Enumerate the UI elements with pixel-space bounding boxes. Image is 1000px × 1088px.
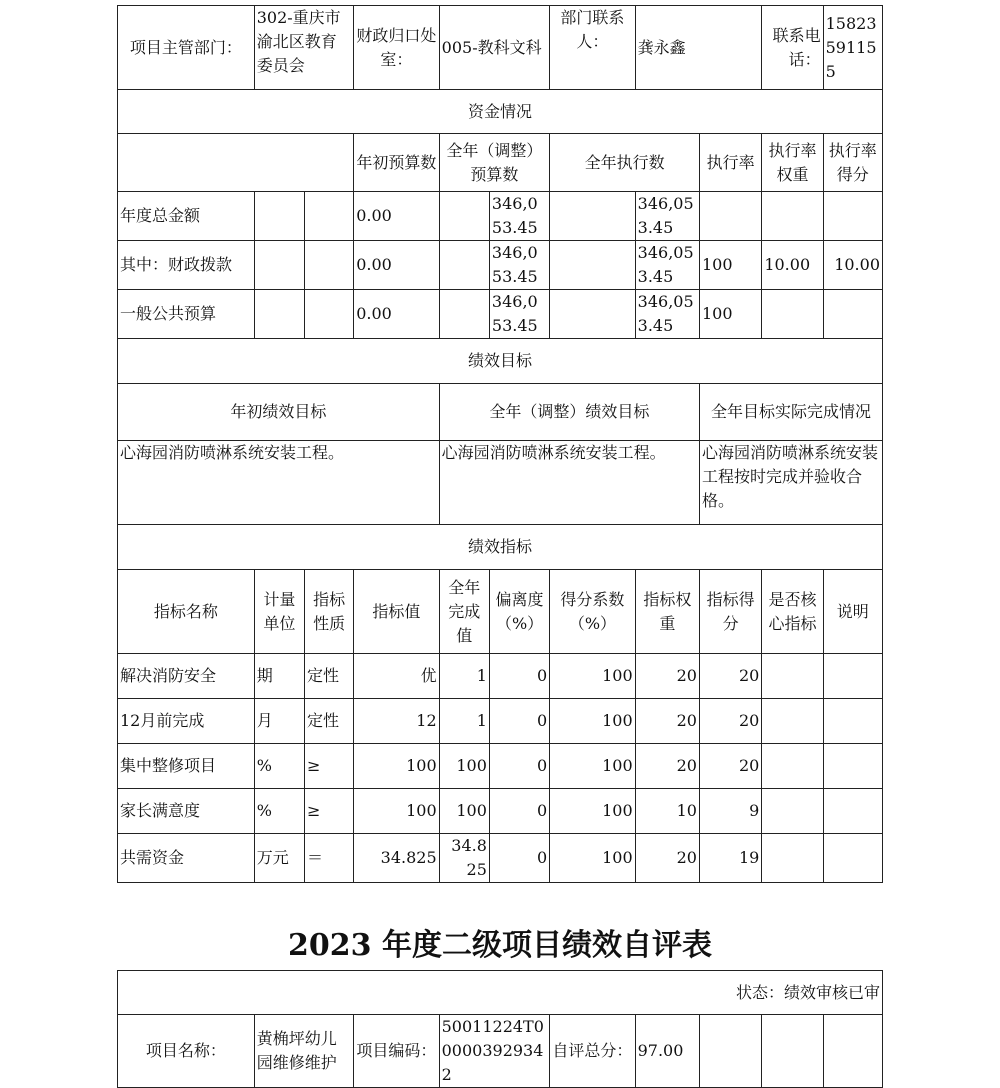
ind-nature: ≥ bbox=[304, 744, 353, 789]
performance-table bbox=[117, 5, 883, 883]
ind-col-value: 指标值 bbox=[354, 570, 439, 654]
funds-row-executed: 346,053.45 bbox=[635, 241, 699, 290]
funds-row-name: 一般公共预算 bbox=[118, 290, 255, 339]
goals-col-actual: 全年目标实际完成情况 bbox=[699, 384, 882, 441]
indicators-section-title: 绩效指标 bbox=[118, 525, 883, 570]
ind-nature: ＝ bbox=[304, 834, 353, 883]
ind-col-core: 是否核心指标 bbox=[762, 570, 823, 654]
project-code-label: 项目编码： bbox=[354, 1015, 439, 1088]
ind-complete: 1 bbox=[439, 699, 489, 744]
fin-label: 财政归口处室： bbox=[354, 6, 439, 90]
ind-complete: 100 bbox=[439, 744, 489, 789]
ind-deviation: 0 bbox=[489, 789, 549, 834]
self-score-label: 自评总分： bbox=[550, 1015, 635, 1088]
ind-unit: 月 bbox=[254, 699, 304, 744]
funds-row-rate bbox=[699, 192, 761, 241]
goals-section-title: 绩效目标 bbox=[118, 339, 883, 384]
status-row bbox=[118, 971, 883, 1015]
funds-col-weight: 执行率权重 bbox=[762, 134, 823, 192]
contact-value: 龚永鑫 bbox=[635, 6, 762, 90]
ind-col-coef: 得分系数（%） bbox=[550, 570, 635, 654]
funds-section-title: 资金情况 bbox=[118, 90, 883, 134]
fin-value: 005-教科文科 bbox=[439, 6, 550, 90]
ind-unit: % bbox=[254, 744, 304, 789]
header-row bbox=[118, 6, 883, 90]
goals-header-row bbox=[118, 384, 883, 441]
funds-row-weight bbox=[762, 192, 823, 241]
ind-weight: 20 bbox=[635, 699, 699, 744]
second-form-table bbox=[117, 970, 883, 1088]
funds-row-executed: 346,053.45 bbox=[635, 290, 699, 339]
ind-coef: 100 bbox=[550, 789, 635, 834]
funds-row bbox=[118, 290, 883, 339]
funds-col-score: 执行率得分 bbox=[823, 134, 882, 192]
funds-section-row bbox=[118, 90, 883, 134]
funds-row-score: 10.00 bbox=[823, 241, 882, 290]
goals-col-initial: 年初绩效目标 bbox=[118, 384, 440, 441]
ind-name: 共需资金 bbox=[118, 834, 255, 883]
indicators-header-row bbox=[118, 570, 883, 654]
funds-row-score bbox=[823, 290, 882, 339]
ind-nature: 定性 bbox=[304, 654, 353, 699]
phone-label: 联系电话： bbox=[762, 6, 823, 90]
ind-name: 解决消防安全 bbox=[118, 654, 255, 699]
ind-col-unit: 计量单位 bbox=[254, 570, 304, 654]
funds-row-name: 年度总金额 bbox=[118, 192, 255, 241]
ind-coef: 100 bbox=[550, 699, 635, 744]
ind-nature: 定性 bbox=[304, 699, 353, 744]
ind-weight: 20 bbox=[635, 744, 699, 789]
ind-deviation: 0 bbox=[489, 654, 549, 699]
ind-weight: 20 bbox=[635, 834, 699, 883]
funds-col-executed: 全年执行数 bbox=[550, 134, 700, 192]
dept-value: 302-重庆市渝北区教育委员会 bbox=[254, 6, 354, 90]
ind-complete: 1 bbox=[439, 654, 489, 699]
ind-coef: 100 bbox=[550, 654, 635, 699]
funds-row bbox=[118, 241, 883, 290]
funds-row-initial: 0.00 bbox=[354, 241, 439, 290]
funds-col-rate: 执行率 bbox=[699, 134, 761, 192]
funds-row-rate: 100 bbox=[699, 290, 761, 339]
ind-deviation: 0 bbox=[489, 744, 549, 789]
goals-content-row bbox=[118, 441, 883, 525]
goals-adjusted-text: 心海园消防喷淋系统安装工程。 bbox=[439, 441, 699, 525]
ind-value: 34.825 bbox=[354, 834, 439, 883]
funds-row-initial: 0.00 bbox=[354, 290, 439, 339]
goals-section-row bbox=[118, 339, 883, 384]
goals-initial-text: 心海园消防喷淋系统安装工程。 bbox=[118, 441, 440, 525]
ind-coef: 100 bbox=[550, 744, 635, 789]
self-score-value: 97.00 bbox=[635, 1015, 699, 1088]
ind-col-name: 指标名称 bbox=[118, 570, 255, 654]
ind-col-weight: 指标权重 bbox=[635, 570, 699, 654]
ind-value: 优 bbox=[354, 654, 439, 699]
ind-score: 19 bbox=[699, 834, 761, 883]
funds-col-initial: 年初预算数 bbox=[354, 134, 439, 192]
ind-unit: % bbox=[254, 789, 304, 834]
funds-row-rate: 100 bbox=[699, 241, 761, 290]
funds-row-executed: 346,053.45 bbox=[635, 192, 699, 241]
funds-row bbox=[118, 192, 883, 241]
dept-label: 项目主管部门： bbox=[118, 6, 255, 90]
project-name-value: 黄桷坪幼儿园维修维护 bbox=[254, 1015, 354, 1088]
ind-col-deviation: 偏离度（%） bbox=[489, 570, 549, 654]
ind-deviation: 0 bbox=[489, 834, 549, 883]
contact-label: 部门联系人： bbox=[550, 6, 635, 90]
ind-value: 100 bbox=[354, 744, 439, 789]
status-text: 状态：绩效审核已审 bbox=[118, 971, 883, 1015]
ind-name: 家长满意度 bbox=[118, 789, 255, 834]
indicator-row bbox=[118, 789, 883, 834]
ind-nature: ≥ bbox=[304, 789, 353, 834]
indicator-row bbox=[118, 654, 883, 699]
ind-name: 集中整修项目 bbox=[118, 744, 255, 789]
ind-weight: 20 bbox=[635, 654, 699, 699]
ind-coef: 100 bbox=[550, 834, 635, 883]
ind-weight: 10 bbox=[635, 789, 699, 834]
ind-deviation: 0 bbox=[489, 699, 549, 744]
ind-col-complete: 全年完成值 bbox=[439, 570, 489, 654]
ind-name: 12月前完成 bbox=[118, 699, 255, 744]
funds-row-adjusted: 346,053.45 bbox=[489, 192, 549, 241]
ind-complete: 100 bbox=[439, 789, 489, 834]
funds-row-weight: 10.00 bbox=[762, 241, 823, 290]
ind-value: 12 bbox=[354, 699, 439, 744]
ind-complete: 34.825 bbox=[439, 834, 489, 883]
ind-value: 100 bbox=[354, 789, 439, 834]
ind-unit: 期 bbox=[254, 654, 304, 699]
ind-col-note: 说明 bbox=[823, 570, 882, 654]
funds-row-adjusted: 346,053.45 bbox=[489, 290, 549, 339]
project-code-value: 50011224T000003929342 bbox=[439, 1015, 550, 1088]
project-name-label: 项目名称： bbox=[118, 1015, 255, 1088]
funds-row-weight bbox=[762, 290, 823, 339]
goals-col-adjusted: 全年（调整）绩效目标 bbox=[439, 384, 699, 441]
indicator-row bbox=[118, 699, 883, 744]
funds-row-initial: 0.00 bbox=[354, 192, 439, 241]
project-row bbox=[118, 1015, 883, 1088]
ind-col-score: 指标得分 bbox=[699, 570, 761, 654]
ind-score: 20 bbox=[699, 699, 761, 744]
funds-row-score bbox=[823, 192, 882, 241]
phone-value: 15823591155 bbox=[823, 6, 882, 90]
ind-score: 20 bbox=[699, 744, 761, 789]
indicators-section-row bbox=[118, 525, 883, 570]
funds-header-row bbox=[118, 134, 883, 192]
ind-col-nature: 指标性质 bbox=[304, 570, 353, 654]
ind-score: 9 bbox=[699, 789, 761, 834]
funds-row-name: 其中：财政拨款 bbox=[118, 241, 255, 290]
funds-row-adjusted: 346,053.45 bbox=[489, 241, 549, 290]
funds-col-adjusted: 全年（调整）预算数 bbox=[439, 134, 550, 192]
ind-unit: 万元 bbox=[254, 834, 304, 883]
ind-score: 20 bbox=[699, 654, 761, 699]
indicator-row bbox=[118, 744, 883, 789]
indicator-row bbox=[118, 834, 883, 883]
form-title: 2023 年度二级项目绩效自评表 bbox=[288, 928, 712, 963]
goals-actual-text: 心海园消防喷淋系统安装工程按时完成并验收合格。 bbox=[699, 441, 882, 525]
